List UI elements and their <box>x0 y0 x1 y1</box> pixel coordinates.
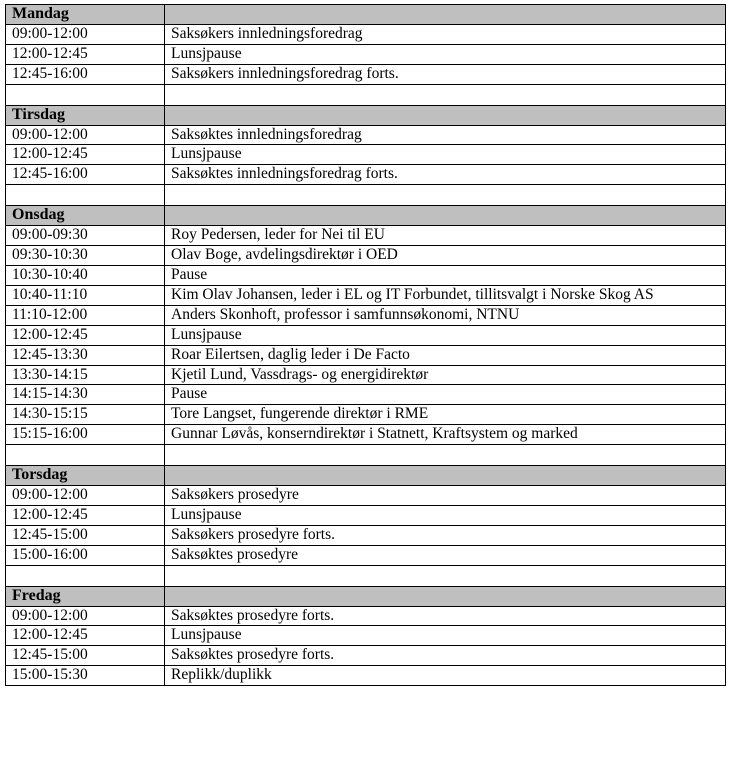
table-row <box>6 525 726 545</box>
time-cell: 12:00-12:45 <box>6 145 165 165</box>
activity-cell: Gunnar Løvås, konserndirektør i Statnett, Kraftsystem og marked <box>165 425 726 445</box>
time-cell: 12:45-16:00 <box>6 64 165 84</box>
time-cell: 09:00-12:00 <box>6 24 165 44</box>
time-cell: 13:30-14:15 <box>6 365 165 385</box>
table-row <box>6 365 726 385</box>
activity-cell: Lunsjpause <box>165 505 726 525</box>
day-name: Torsdag <box>6 466 165 486</box>
day-header-empty <box>165 206 726 226</box>
table-row <box>6 285 726 305</box>
time-cell: 09:00-12:00 <box>6 606 165 626</box>
activity-cell: Lunsjpause <box>165 325 726 345</box>
activity-cell: Kjetil Lund, Vassdrags- og energidirektør <box>165 365 726 385</box>
table-row <box>6 64 726 84</box>
day-header-empty <box>165 5 726 25</box>
table-row <box>6 165 726 185</box>
table-row <box>6 425 726 445</box>
day-name: Onsdag <box>6 206 165 226</box>
time-cell: 15:00-16:00 <box>6 545 165 565</box>
spacer-cell <box>6 445 165 466</box>
activity-cell: Saksøkers prosedyre forts. <box>165 525 726 545</box>
activity-cell: Saksøktes innledningsforedrag forts. <box>165 165 726 185</box>
day-header-empty <box>165 105 726 125</box>
table-row <box>6 226 726 246</box>
table-row <box>6 305 726 325</box>
activity-cell: Pause <box>165 385 726 405</box>
time-cell: 15:15-16:00 <box>6 425 165 445</box>
day-header-row <box>6 105 726 125</box>
activity-cell: Saksøktes prosedyre forts. <box>165 606 726 626</box>
time-cell: 09:30-10:30 <box>6 246 165 266</box>
activity-cell: Roy Pedersen, leder for Nei til EU <box>165 226 726 246</box>
day-header-empty <box>165 466 726 486</box>
table-row <box>6 125 726 145</box>
time-cell: 09:00-12:00 <box>6 486 165 506</box>
day-header-row <box>6 586 726 606</box>
activity-cell: Saksøkers prosedyre <box>165 486 726 506</box>
time-cell: 10:40-11:10 <box>6 285 165 305</box>
day-name: Tirsdag <box>6 105 165 125</box>
time-cell: 12:00-12:45 <box>6 626 165 646</box>
activity-cell: Saksøkers innledningsforedrag <box>165 24 726 44</box>
spacer-cell <box>165 445 726 466</box>
table-row <box>6 265 726 285</box>
spacer-cell <box>165 565 726 586</box>
time-cell: 12:00-12:45 <box>6 44 165 64</box>
time-cell: 12:45-15:00 <box>6 646 165 666</box>
table-row <box>6 486 726 506</box>
time-cell: 14:30-15:15 <box>6 405 165 425</box>
activity-cell: Roar Eilertsen, daglig leder i De Facto <box>165 345 726 365</box>
time-cell: 15:00-15:30 <box>6 666 165 686</box>
time-cell: 14:15-14:30 <box>6 385 165 405</box>
spacer-row <box>6 185 726 206</box>
spacer-row <box>6 445 726 466</box>
spacer-cell <box>6 84 165 105</box>
day-header-row <box>6 206 726 226</box>
activity-cell: Tore Langset, fungerende direktør i RME <box>165 405 726 425</box>
activity-cell: Anders Skonhoft, professor i samfunnsøkonomi, NTNU <box>165 305 726 325</box>
activity-cell: Saksøktes prosedyre <box>165 545 726 565</box>
table-row <box>6 345 726 365</box>
time-cell: 12:45-13:30 <box>6 345 165 365</box>
activity-cell: Olav Boge, avdelingsdirektør i OED <box>165 246 726 266</box>
activity-cell: Saksøkers innledningsforedrag forts. <box>165 64 726 84</box>
spacer-cell <box>165 185 726 206</box>
spacer-cell <box>6 565 165 586</box>
time-cell: 09:00-12:00 <box>6 125 165 145</box>
table-row <box>6 606 726 626</box>
activity-cell: Saksøktes innledningsforedrag <box>165 125 726 145</box>
day-header-row <box>6 466 726 486</box>
table-row <box>6 505 726 525</box>
activity-cell: Saksøktes prosedyre forts. <box>165 646 726 666</box>
activity-cell: Lunsjpause <box>165 626 726 646</box>
schedule-table <box>5 4 726 686</box>
table-row <box>6 385 726 405</box>
table-row <box>6 325 726 345</box>
activity-cell: Kim Olav Johansen, leder i EL og IT Forbundet, tillitsvalgt i Norske Skog AS <box>165 285 726 305</box>
day-name: Fredag <box>6 586 165 606</box>
time-cell: 12:45-15:00 <box>6 525 165 545</box>
table-row <box>6 44 726 64</box>
activity-cell: Lunsjpause <box>165 145 726 165</box>
table-row <box>6 246 726 266</box>
time-cell: 12:00-12:45 <box>6 505 165 525</box>
table-row <box>6 24 726 44</box>
schedule-body <box>6 5 726 686</box>
table-row <box>6 666 726 686</box>
table-row <box>6 545 726 565</box>
activity-cell: Replikk/duplikk <box>165 666 726 686</box>
time-cell: 11:10-12:00 <box>6 305 165 325</box>
table-row <box>6 626 726 646</box>
day-header-empty <box>165 586 726 606</box>
spacer-cell <box>165 84 726 105</box>
spacer-cell <box>6 185 165 206</box>
activity-cell: Pause <box>165 265 726 285</box>
table-row <box>6 145 726 165</box>
time-cell: 10:30-10:40 <box>6 265 165 285</box>
table-row <box>6 405 726 425</box>
time-cell: 12:45-16:00 <box>6 165 165 185</box>
time-cell: 12:00-12:45 <box>6 325 165 345</box>
activity-cell: Lunsjpause <box>165 44 726 64</box>
day-name: Mandag <box>6 5 165 25</box>
table-row <box>6 646 726 666</box>
spacer-row <box>6 565 726 586</box>
spacer-row <box>6 84 726 105</box>
day-header-row <box>6 5 726 25</box>
time-cell: 09:00-09:30 <box>6 226 165 246</box>
